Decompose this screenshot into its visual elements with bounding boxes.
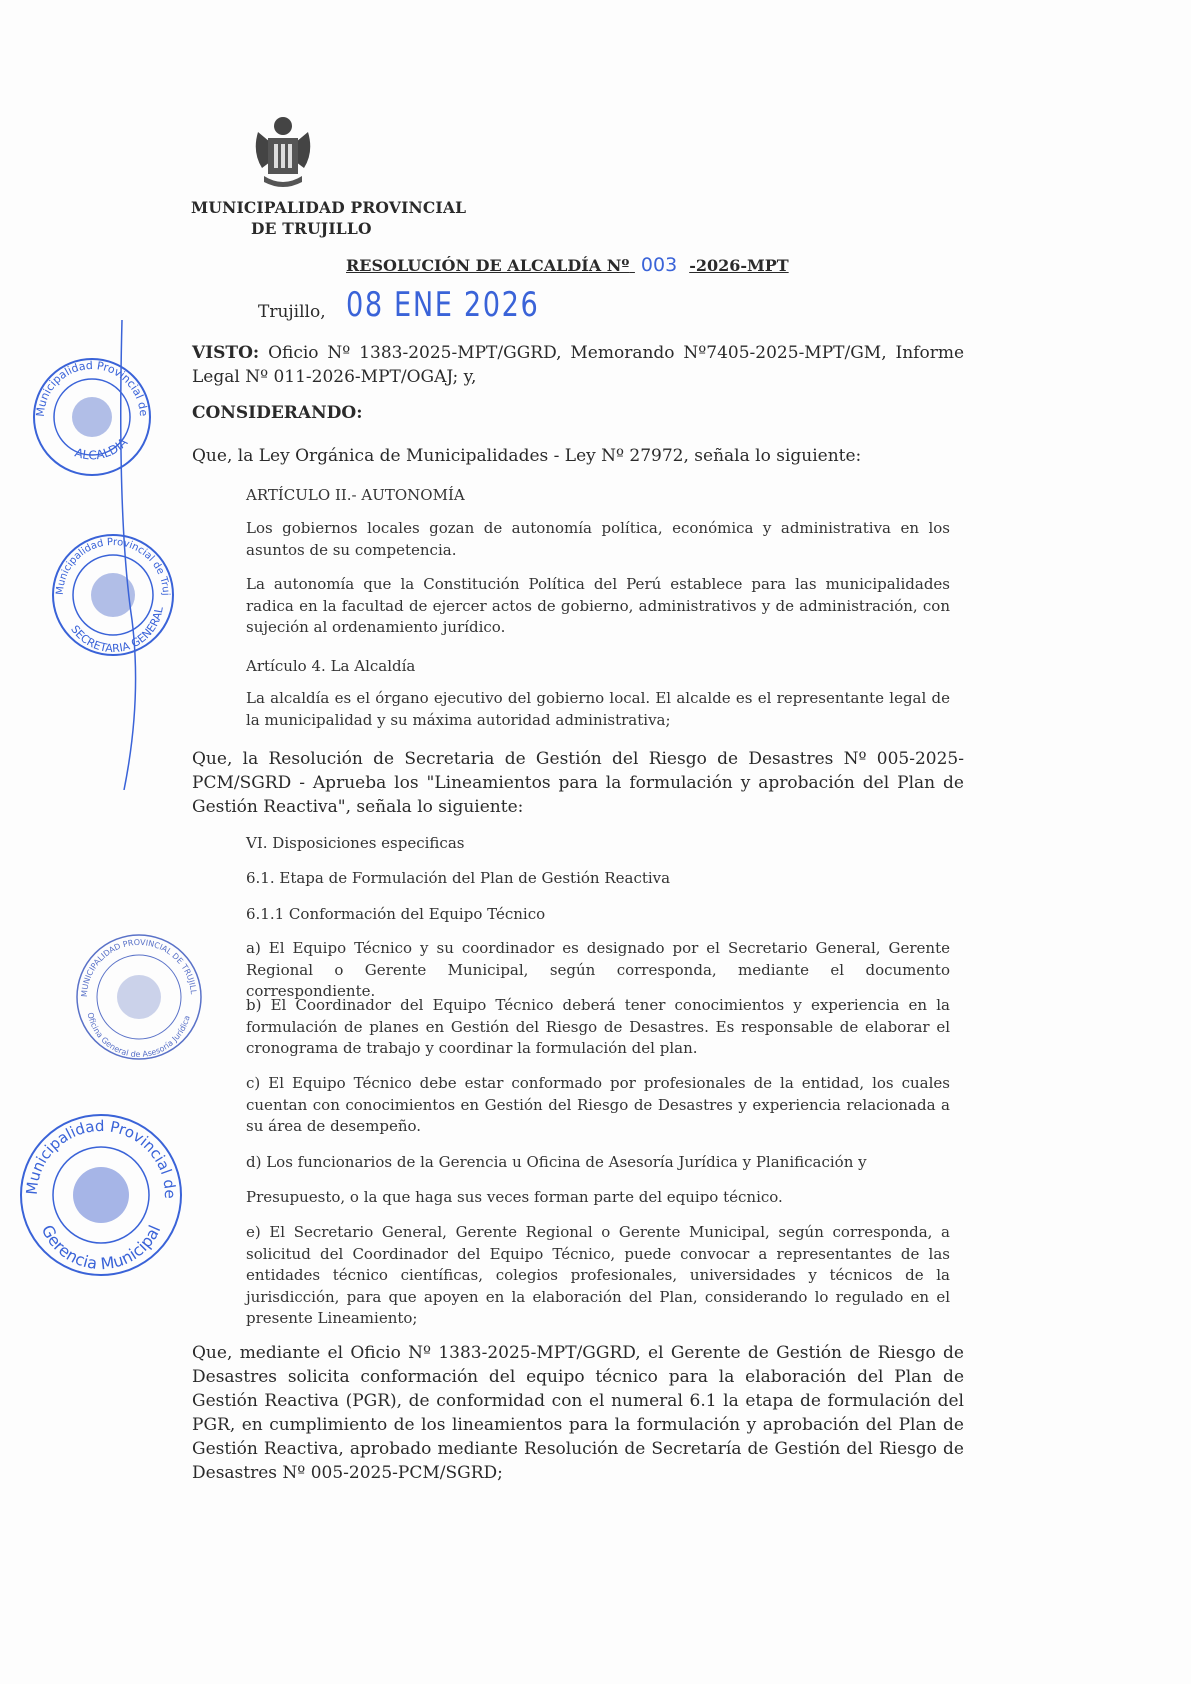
section-title: 6.1. Etapa de Formulación del Plan de Gestión Reactiva: [246, 869, 671, 887]
signature-line: [112, 320, 172, 790]
place: Trujillo,: [258, 302, 326, 322]
svg-text:Oficina General de Asesoría Ju: Oficina General de Asesoría Jurídica: [85, 1011, 192, 1060]
list-item: Presupuesto, o la que haga sus veces forman parte del equipo técnico.: [246, 1188, 783, 1206]
article-title: Artículo 4. La Alcaldía: [246, 657, 416, 675]
paragraph: Los gobiernos locales gozan de autonomía política, económica y administrativa en los asuntos de su competencia.: [246, 519, 950, 559]
svg-text:Municipalidad Provincial de Tr: Municipalidad Provincial de: [33, 358, 151, 418]
list-item: b) El Coordinador del Equipo Técnico deberá tener conocimientos y experiencia en la formulación de planes en Gestión del Riesgo de Desastres. Es responsable de elaborar el cronograma de trabajo y coordinar la formulación del plan.: [246, 996, 950, 1057]
stamp-gerencia-municipal: [16, 1110, 186, 1284]
svg-text:Municipalidad Provincial de Tr: Municipalidad Provincial de Truj: [54, 536, 172, 596]
paragraph: Que, mediante el Oficio Nº 1383-2025-MPT/GGRD, el Gerente de Gestión de Riesgo de Desastres solicita conformación del equipo técnico para la elaboración del Plan de Gestión Reactiva (PGR), de conformidad con el numeral 6.1 la etapa de formulación del PGR, en cumplimiento de los lineamientos para la formulación y aprobación del Plan de Gestión Reactiva, aprobado mediante Resolución de Secretaría de Gestión del Riesgo de Desastres Nº 005-2025-PCM/SGRD;: [192, 1343, 964, 1483]
date-stamp: 08 ENE 2026: [346, 285, 540, 325]
stamp-asesoria-juridica: [72, 930, 207, 1069]
section-title: VI. Disposiciones especificas: [246, 834, 465, 852]
list-item: c) El Equipo Técnico debe estar conformado por profesionales de la entidad, los cuales cuentan con conocimientos en Gestión del Riesgo de Desastres y experiencia relacionada a su área de desempeño.: [246, 1074, 950, 1135]
resolution-number: 003: [640, 254, 678, 276]
institution-name-line1: MUNICIPALIDAD PROVINCIAL: [191, 198, 467, 217]
paragraph: Que, la Ley Orgánica de Municipalidades - Ley Nº 27972, señala lo siguiente:: [192, 446, 862, 466]
resolution-title: [346, 254, 789, 276]
section-title: 6.1.1 Conformación del Equipo Técnico: [246, 905, 546, 923]
paragraph: La autonomía que la Constitución Política del Perú establece para las municipalidades radica en la facultad de ejercer actos de gobierno, administrativos y de administración, con sujeción al ordenamiento jurídico.: [246, 575, 950, 636]
visto-text: Oficio Nº 1383-2025-MPT/GGRD, Memorando Nº7405-2025-MPT/GM, Informe Legal Nº 011-2026-MPT/OGAJ; y,: [192, 343, 965, 387]
list-item: a) El Equipo Técnico y su coordinador es designado por el Secretario General, Gerente Regional o Gerente Municipal, según corresponda, mediante el documento correspondiente.: [246, 939, 950, 1000]
paragraph: Que, la Resolución de Secretaria de Gestión del Riesgo de Desastres Nº 005-2025-PCM/SGRD - Aprueba los "Lineamientos para la formulación y aprobación del Plan de Gestión Reactiva", señala lo siguiente:: [192, 749, 964, 817]
resolution-prefix: RESOLUCIÓN DE ALCALDÍA Nº: [346, 256, 630, 275]
institution-name-line2: DE TRUJILLO: [251, 219, 372, 238]
resolution-suffix: -2026-MPT: [689, 256, 789, 275]
svg-text:ALCALDIA: ALCALDIA: [73, 435, 131, 463]
visto-label: VISTO:: [192, 343, 260, 363]
list-item: e) El Secretario General, Gerente Regional o Gerente Municipal, según corresponda, a solicitud del Coordinador del Equipo Técnico, puede convocar a representantes de las entidades técnico científicas, colegios profesionales, universidades y técnicos de la jurisdicción, para que apoyen en la elaboración del Plan, considerando lo regulado en el presente Lineamiento;: [246, 1223, 950, 1327]
svg-text:Municipalidad Provincial de Tr: Municipalidad Provincial de: [22, 1116, 180, 1199]
visto-paragraph: [192, 341, 964, 389]
article-title: ARTÍCULO II.- AUTONOMÍA: [246, 486, 465, 504]
paragraph: La alcaldía es el órgano ejecutivo del gobierno local. El alcalde es el representante legal de la municipalidad y su máxima autoridad administrativa;: [246, 689, 950, 729]
svg-text:Gerencia Municipal: Gerencia Municipal: [37, 1221, 165, 1274]
list-item: d) Los funcionarios de la Gerencia u Oficina de Asesoría Jurídica y Planificación y: [246, 1153, 867, 1171]
svg-text:SECRETARIA GENERAL: SECRETARIA GENERAL: [68, 605, 166, 656]
seal-icon: [72, 930, 207, 1065]
svg-text:MUNICIPALIDAD PROVINCIAL DE TR: MUNICIPALIDAD PROVINCIAL DE TRUJILL: [79, 937, 198, 998]
coat-of-arms-logo: [250, 112, 316, 190]
seal-icon: [16, 1110, 186, 1280]
considerando-heading: CONSIDERANDO:: [192, 403, 363, 423]
